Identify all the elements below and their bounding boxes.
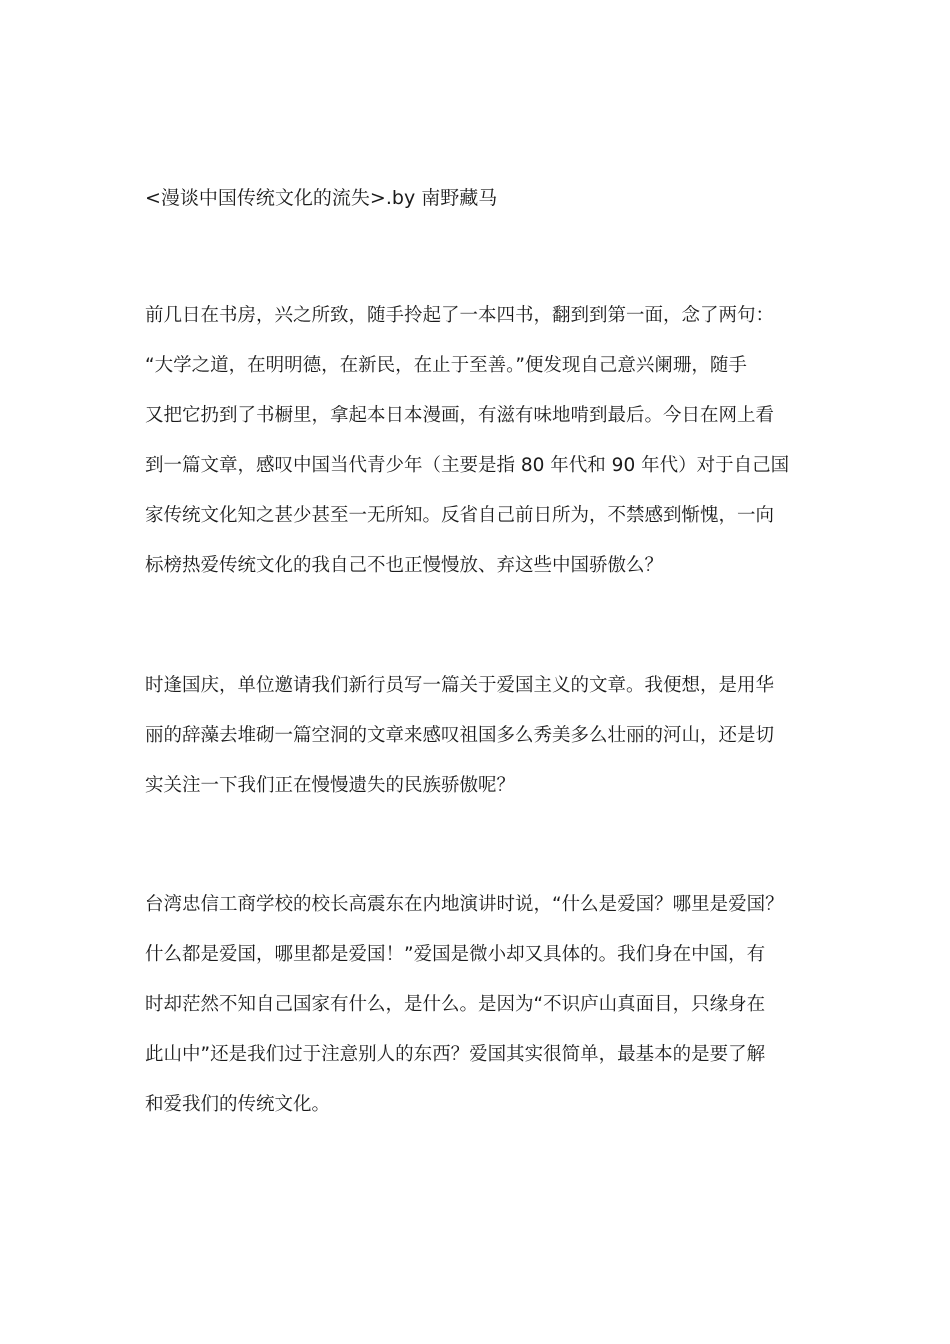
paragraph-line: 标榜热爱传统文化的我自己不也正慢慢放、弃这些中国骄傲么？ [145, 555, 664, 576]
paragraph-line: 丽的辞藻去堆砌一篇空洞的文章来感叹祖国多么秀美多么壮丽的河山，还是切 [145, 725, 775, 746]
paragraph-line: 时逢国庆，单位邀请我们新行员写一篇关于爱国主义的文章。我便想，是用华 [145, 675, 775, 696]
paragraph-line: 什么都是爱国，哪里都是爱国！”爱国是微小却又具体的。我们身在中国，有 [145, 944, 766, 965]
paragraph-1 [145, 298, 810, 598]
paragraph-line: 又把它扔到了书橱里，拿起本日本漫画，有滋有味地啃到最后。今日在网上看 [145, 405, 775, 426]
paragraph-line: 和爱我们的传统文化。 [145, 1094, 331, 1115]
paragraph-line: 时却茫然不知自己国家有什么，是什么。是因为“不识庐山真面目，只缘身在 [145, 994, 766, 1015]
paragraph-line: 到一篇文章，感叹中国当代青少年（主要是指 80 年代和 90 年代）对于自己国 [145, 455, 790, 476]
paragraph-line: 家传统文化知之甚少甚至一无所知。反省自己前日所为，不禁感到惭愧，一向 [145, 505, 775, 526]
document-title: <漫谈中国传统文化的流失>.by 南野藏马 [145, 187, 498, 209]
paragraph-line: 实关注一下我们正在慢慢遗失的民族骄傲呢？ [145, 775, 516, 796]
paragraph-line: “大学之道，在明明德，在新民，在止于至善。”便发现自己意兴阑珊，随手 [145, 355, 747, 376]
paragraph-2 [145, 668, 810, 818]
paragraph-line: 此山中”还是我们过于注意别人的东西？爱国其实很简单，最基本的是要了解 [145, 1044, 766, 1065]
paragraph-line: 台湾忠信工商学校的校长高震东在内地演讲时说，“什么是爱国？哪里是爱国？ [145, 894, 784, 915]
paragraph-line: 前几日在书房，兴之所致，随手拎起了一本四书，翻到到第一面，念了两句： [145, 305, 775, 326]
paragraph-3 [145, 887, 810, 1137]
